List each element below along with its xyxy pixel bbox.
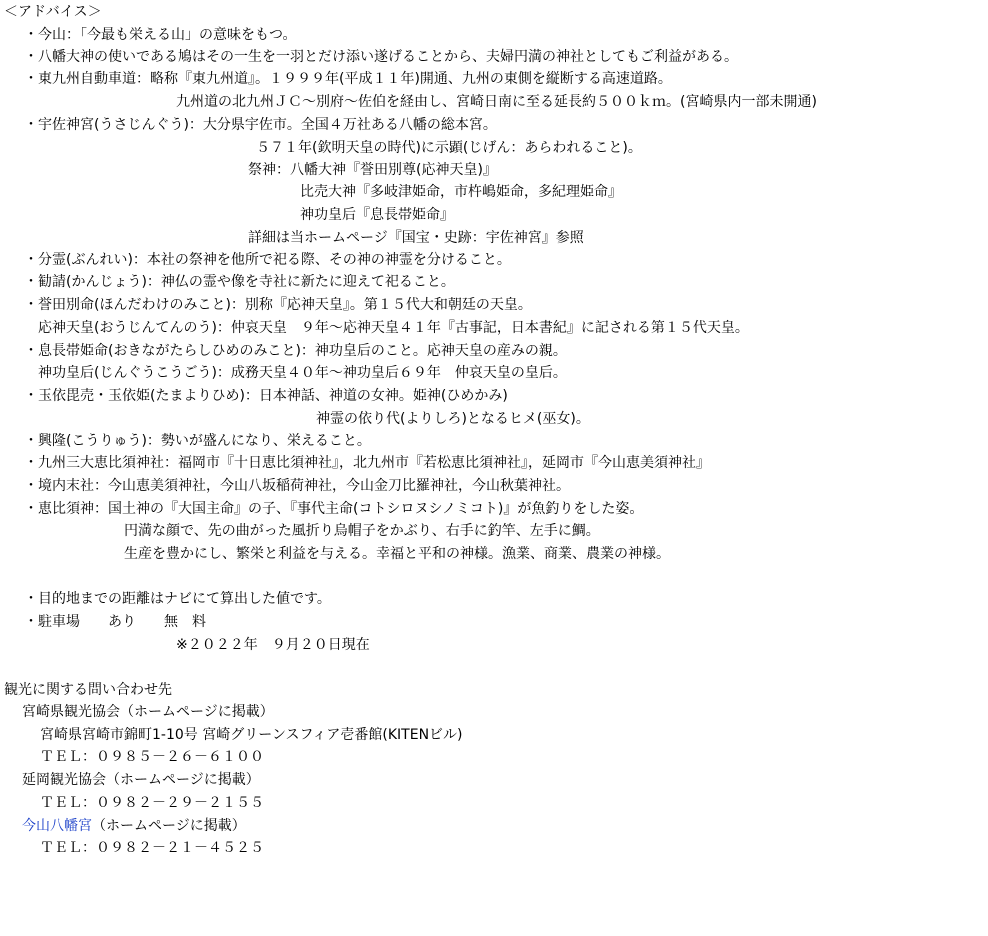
imayama-hachimangu-row bbox=[22, 815, 246, 837]
advice-line-ebisu-appearance: 円満な顔で、先の曲がった風折り烏帽子をかぶり、右手に釣竿、左手に鯛。 bbox=[124, 523, 600, 539]
advice-line-ebisu-blessing: 生産を豊かにし、繁栄と利益を与える。幸福と平和の神様。漁業、商業、農業の神様。 bbox=[124, 546, 670, 562]
advice-line-date: ※２０２２年 ９月２０日現在 bbox=[176, 637, 370, 653]
advice-line-usa-history: ５７１年(欽明天皇の時代)に示顕(じげん：あらわれること)。 bbox=[256, 140, 642, 156]
advice-line-massha: ・境内末社：今山恵美須神社，今山八坂稲荷神社，今山金刀比羅神社，今山秋葉神社。 bbox=[24, 478, 570, 494]
advice-line-usa-reference: 詳細は当ホームページ『国宝・史跡：宇佐神宮』参照 bbox=[248, 230, 584, 246]
advice-line-kanjo: ・勧請(かんじょう)：神仏の霊や像を寺社に新たに迎えて祀ること。 bbox=[24, 274, 455, 290]
advice-line-usa-deity-1: 祭神：八幡大神『誉田別尊(応神天皇)』 bbox=[248, 162, 497, 178]
advice-line-tamayori: ・玉依毘売・玉依姫(たまよりひめ)：日本神話、神道の女神。姫神(ひめかみ) bbox=[24, 388, 508, 404]
advice-line-okinaga: ・息長帯姫命(おきながたらしひめのみこと)：神功皇后のこと。応神天皇の産みの親。 bbox=[24, 343, 567, 359]
advice-heading: ＜アドバイス＞ bbox=[4, 4, 102, 20]
imayama-hachimangu-note: （ホームページに掲載） bbox=[92, 818, 246, 834]
advice-line-bunrei: ・分霊(ぶんれい)：本社の祭神を他所で祀る際、その神の神霊を分けること。 bbox=[24, 252, 511, 268]
advice-line-usa-deity-3: 神功皇后『息長帯姫命』 bbox=[300, 207, 454, 223]
advice-line-ojin: 応神天皇(おうじんてんのう)：仲哀天皇 ９年～応神天皇４１年『古事記，日本書紀』に記される第１５代天皇。 bbox=[38, 320, 749, 336]
advice-line-usa-jingu: ・宇佐神宮(うさじんぐう)：大分県宇佐市。全国４万社ある八幡の総本宮。 bbox=[24, 117, 497, 133]
imayama-hachimangu-tel: ＴＥＬ：０９８２－２１－４５２５ bbox=[40, 840, 264, 856]
advice-line-koryu: ・興隆(こうりゅう)：勢いが盛んになり、栄えること。 bbox=[24, 433, 371, 449]
nobeoka-association-tel: ＴＥＬ：０９８２－２９－２１５５ bbox=[40, 795, 264, 811]
miyazaki-association-address: 宮崎県宮崎市錦町1-10号 宮崎グリーンスフィア壱番館(KITENビル) bbox=[40, 727, 463, 743]
advice-line-expressway: ・東九州自動車道：略称『東九州道』。１９９９年(平成１１年)開通、九州の東側を縦断する高速道路。 bbox=[24, 71, 672, 87]
miyazaki-association-tel: ＴＥＬ：０９８５－２６－６１００ bbox=[40, 749, 264, 765]
advice-line-pigeon: ・八幡大神の使いである鳩はその一生を一羽とだけ添い遂げることから、夫婦円満の神社としてもご利益がある。 bbox=[24, 49, 738, 65]
advice-line-ebisu-shrines: ・九州三大恵比須神社：福岡市『十日恵比須神社』，北九州市『若松恵比須神社』，延岡市『今山恵美須神社』 bbox=[24, 455, 710, 471]
imayama-hachimangu-link[interactable]: 今山八幡宮 bbox=[22, 818, 92, 834]
advice-line-usa-deity-2: 比売大神『多岐津姫命，市杵嶋姫命，多紀理姫命』 bbox=[300, 184, 622, 200]
contact-heading: 観光に関する問い合わせ先 bbox=[4, 682, 172, 698]
advice-line-expressway-detail: 九州道の北九州ＪＣ～別府～佐伯を経由し、宮崎日南に至る延長約５００ｋｍ。(宮崎県内一部未開通) bbox=[176, 94, 817, 110]
advice-line-jingu-kogo: 神功皇后(じんぐうこうごう)：成務天皇４０年～神功皇后６９年 仲哀天皇の皇后。 bbox=[38, 365, 567, 381]
miyazaki-association-name: 宮崎県観光協会（ホームページに掲載） bbox=[22, 704, 274, 720]
advice-line-hondawake: ・誉田別命(ほんだわけのみこと)：別称『応神天皇』。第１５代大和朝廷の天皇。 bbox=[24, 297, 532, 313]
advice-line-tamayori-detail: 神霊の依り代(よりしろ)となるヒメ(巫女)。 bbox=[316, 411, 590, 427]
advice-line-imayama: ・今山：「今最も栄える山」の意味をもつ。 bbox=[24, 27, 297, 43]
advice-line-parking: ・駐車場 あり 無 料 bbox=[24, 614, 206, 630]
nobeoka-association-name: 延岡観光協会（ホームページに掲載） bbox=[22, 772, 260, 788]
advice-line-ebisu-god: ・恵比須神：国土神の『大国主命』の子、『事代主命(コトシロヌシノミコト)』が魚釣りをした姿。 bbox=[24, 501, 644, 517]
advice-line-distance: ・目的地までの距離はナビにて算出した値です。 bbox=[24, 591, 331, 607]
